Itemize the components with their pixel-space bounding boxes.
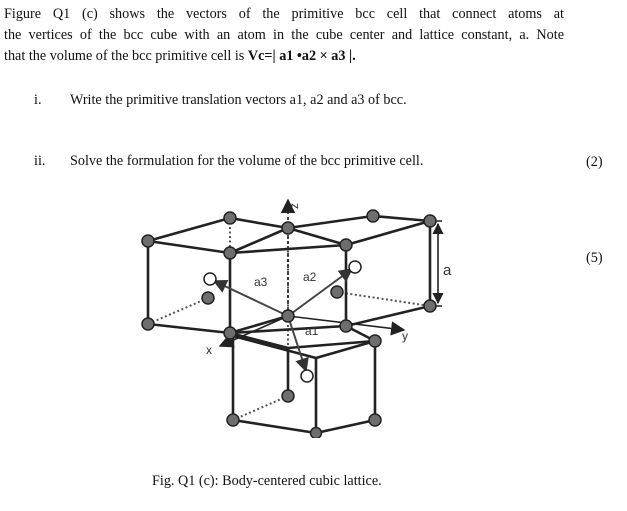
volume-formula: Vc=| a1 •a2 × a3 |.: [247, 48, 356, 64]
atom-a1-tip: [301, 370, 313, 382]
intro-line-2: the vertices of the bcc cube with an atom in the cube center and lattice constant, a. Note: [4, 27, 564, 43]
bcc-lattice-figure: [120, 188, 460, 438]
a1-label: a1: [305, 324, 319, 338]
z-axis-label: z: [287, 203, 301, 209]
atom-a3-tip: [204, 273, 216, 285]
intro-line-1: Figure Q1 (c) shows the vectors of the primitive bcc cell that connect atoms at: [4, 6, 564, 22]
atom: [202, 292, 214, 304]
atom: [282, 222, 294, 234]
lattice-constant-label: a: [443, 262, 452, 279]
question-i-number: i.: [34, 92, 42, 108]
atom: [424, 215, 436, 227]
atom: [340, 320, 352, 332]
problem-statement: [4, 4, 564, 67]
question-i-text: Write the primitive translation vectors a1, a2 and a3 of bcc.: [70, 92, 407, 108]
atom: [367, 210, 379, 222]
x-axis-label: x: [206, 343, 212, 357]
atom-a2-tip: [349, 261, 361, 273]
intro-line-3-text: that the volume of the bcc primitive cell is: [4, 48, 248, 64]
lattice-atoms: [142, 210, 436, 438]
a3-label: a3: [254, 275, 268, 289]
atom-origin: [282, 310, 294, 322]
atom: [224, 212, 236, 224]
a1-vector: [288, 316, 306, 371]
atom: [142, 318, 154, 330]
y-axis-label: y: [402, 329, 408, 343]
a2-label: a2: [303, 270, 317, 284]
marks-question-ii: (5): [586, 250, 603, 266]
intro-line-3: [4, 46, 564, 67]
atom: [142, 235, 154, 247]
atom: [369, 335, 381, 347]
atom: [340, 239, 352, 251]
lattice-constant-dimension: [425, 221, 442, 306]
figure-caption: Fig. Q1 (c): Body-centered cubic lattice.: [152, 473, 382, 489]
question-ii-number: ii.: [34, 153, 46, 169]
a3-vector: [214, 281, 288, 316]
atom: [369, 414, 381, 426]
marks-question-i: (2): [586, 154, 603, 170]
question-ii-text: Solve the formulation for the volume of the bcc primitive cell.: [70, 153, 424, 169]
atom: [311, 428, 322, 439]
atom: [331, 286, 343, 298]
atom: [224, 247, 236, 259]
atom: [227, 414, 239, 426]
atom: [224, 327, 236, 339]
atom: [282, 390, 294, 402]
atom: [424, 300, 436, 312]
